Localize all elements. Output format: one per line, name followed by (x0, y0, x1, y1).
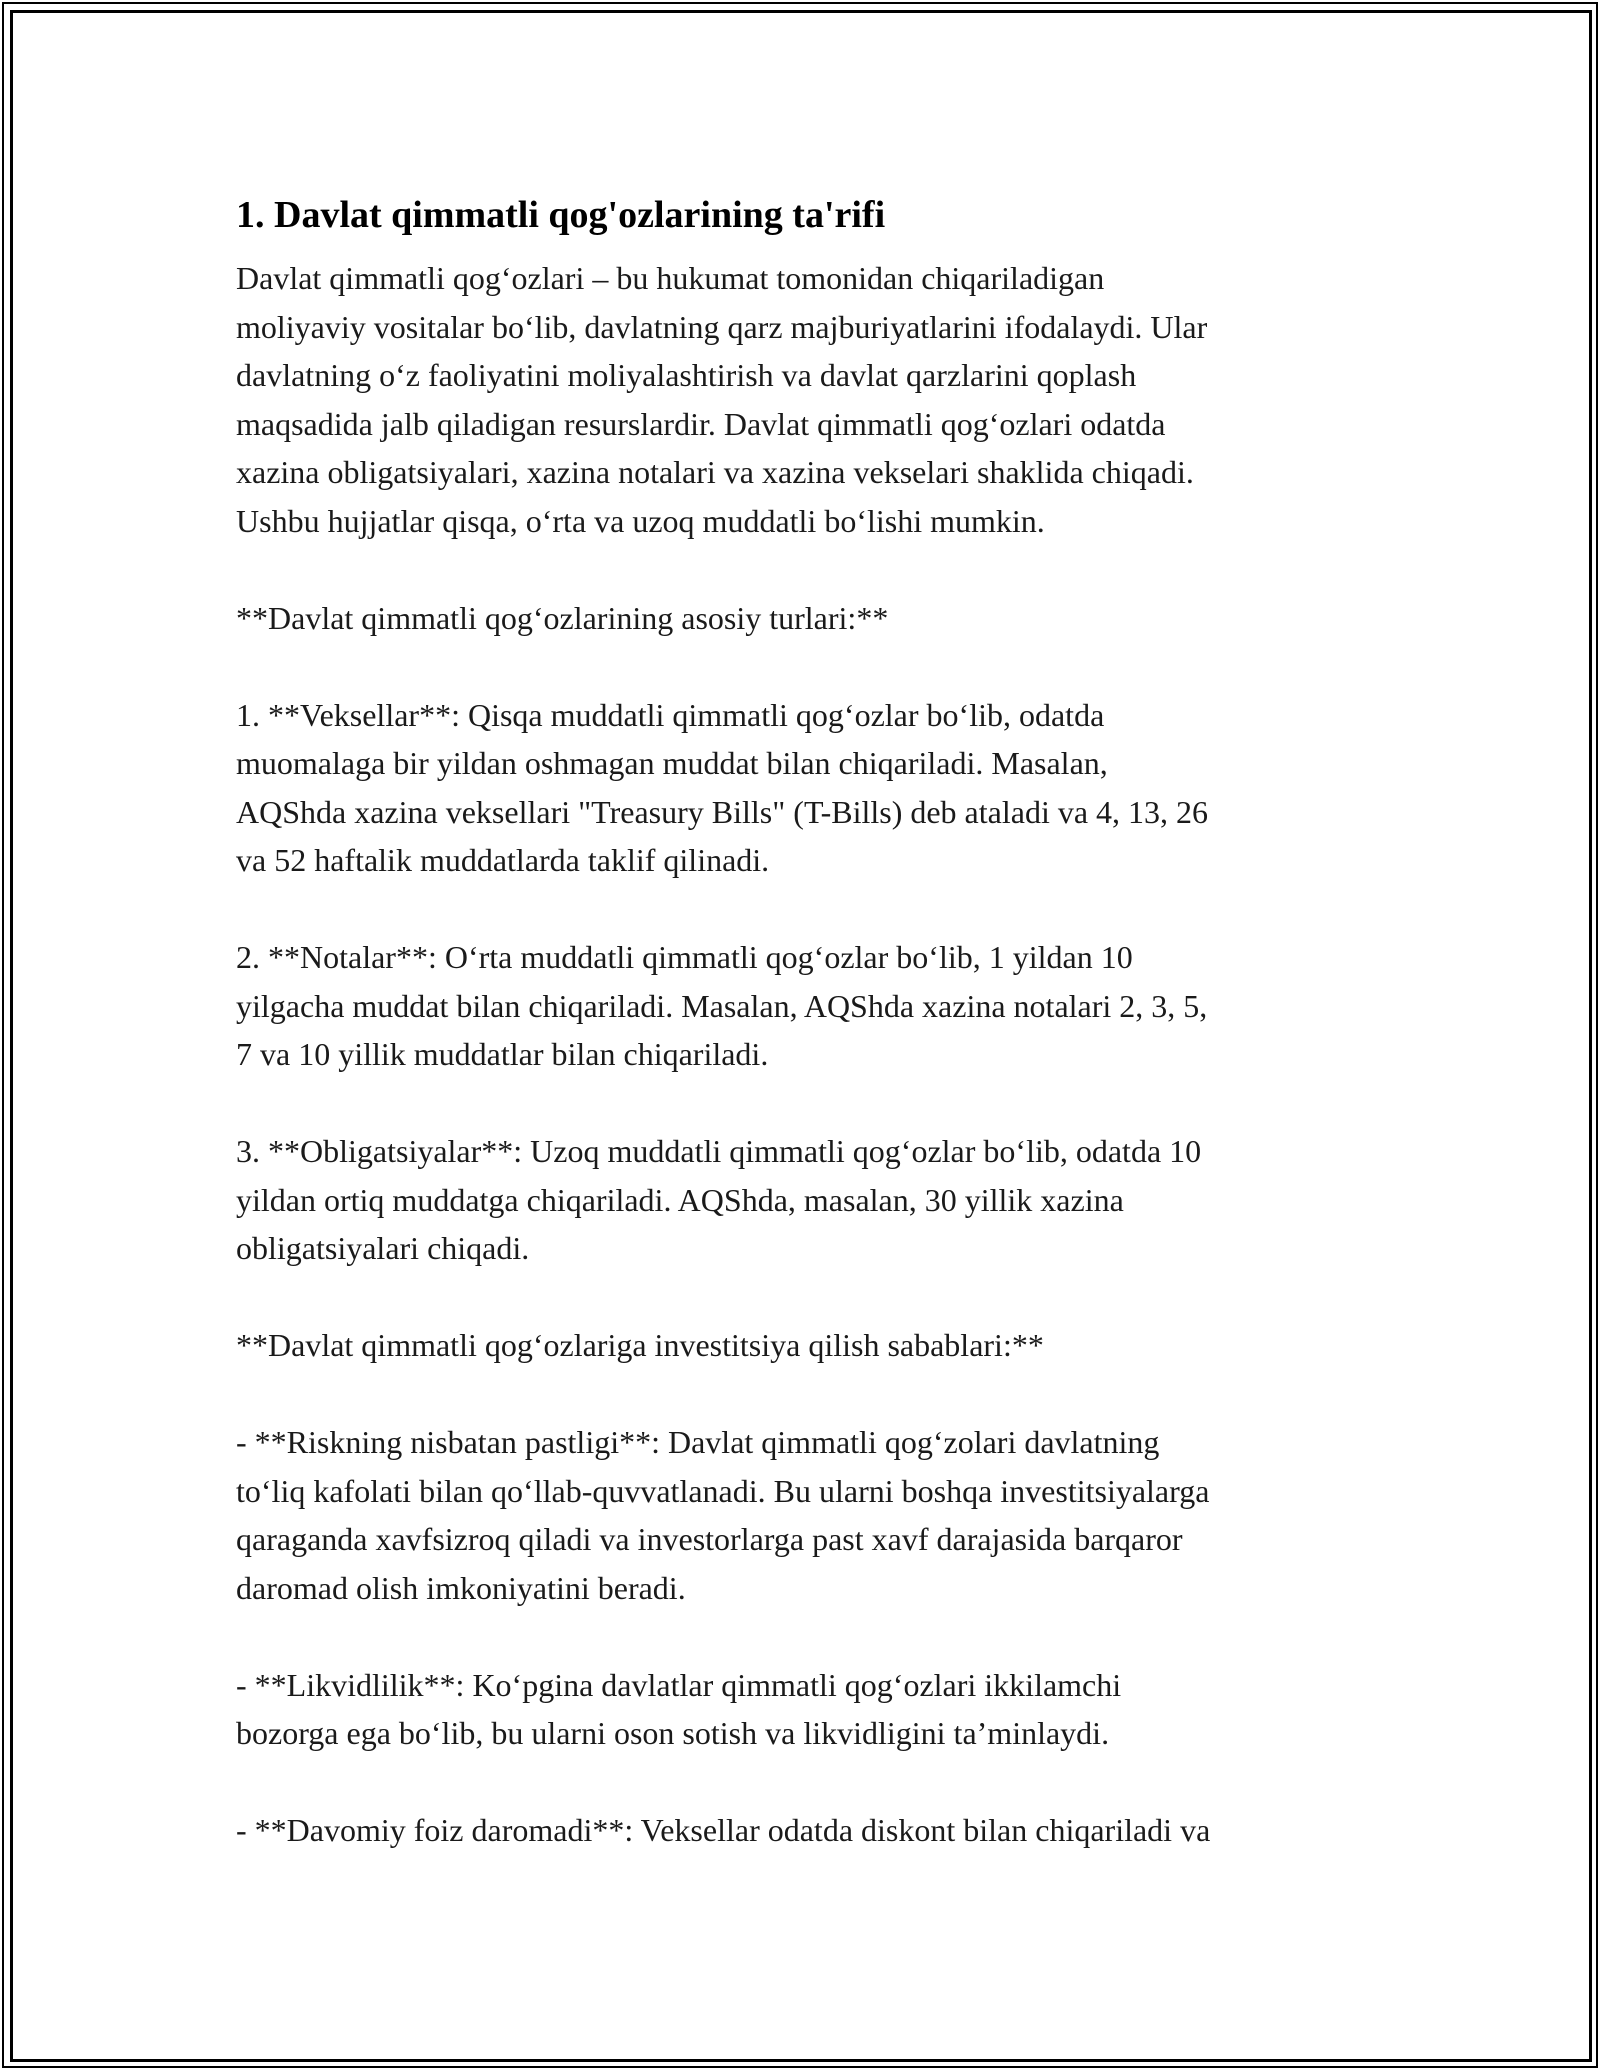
text-line: bozorga ega bo‘lib, bu ularni oson sotish va likvidligini ta’minlaydi. (236, 1715, 1110, 1751)
text-line: moliyaviy vositalar bo‘lib, davlatning qarz majburiyatlarini ifodalaydi. Ular (236, 308, 1208, 345)
text-line: - **Davomiy foiz daromadi**: Veksellar odatda diskont bilan chiqariladi va (236, 1812, 1211, 1848)
text-line: daromad olish imkoniyatini beradi. (236, 1569, 686, 1606)
text-line: to‘liq kafolati bilan qo‘llab-quvvatlanadi. Bu ularni boshqa investitsiyalarga (236, 1472, 1210, 1509)
text-line: 7 va 10 yillik muddatlar bilan chiqariladi. (236, 1036, 769, 1072)
paragraph-list (236, 254, 1376, 1855)
text-line: AQShda xazina veksellari "Treasury Bills" (T-Bills) deb ataladi va 4, 13, 26 (236, 793, 1209, 830)
text-line: muomalaga bir yildan oshmagan muddat bilan chiqariladi. Masalan, (236, 745, 1108, 781)
paragraph (236, 1321, 1376, 1370)
text-line: obligatsiyalari chiqadi. (236, 1230, 530, 1266)
text-line: va 52 haftalik muddatlarda taklif qilinadi. (236, 842, 770, 878)
text-line: qaraganda xavfsizroq qiladi va investorlarga past xavf darajasida barqaror (236, 1521, 1183, 1557)
text-line: 1. **Veksellar**: Qisqa muddatli qimmatli qog‘ozlar bo‘lib, odatda (236, 696, 1105, 733)
text-line: yildan ortiq muddatga chiqariladi. AQShda, masalan, 30 yillik xazina (236, 1181, 1124, 1218)
section-heading: 1. Davlat qimmatli qog'ozlarining ta'rifi (236, 194, 886, 236)
paragraph (236, 594, 1376, 643)
paragraph (236, 691, 1376, 885)
text-line: maqsadida jalb qiladigan resurslardir. Davlat qimmatli qog‘ozlari odatda (236, 405, 1166, 442)
document-body (236, 186, 1376, 1903)
text-line: 3. **Obligatsiyalar**: Uzoq muddatli qimmatli qog‘ozlar bo‘lib, odatda 10 (236, 1133, 1202, 1169)
paragraph (236, 254, 1376, 545)
text-line: yilgacha muddat bilan chiqariladi. Masalan, AQShda xazina notalari 2, 3, 5, (236, 987, 1208, 1024)
text-line: 2. **Notalar**: O‘rta muddatli qimmatli qog‘ozlar bo‘lib, 1 yildan 10 (236, 939, 1133, 975)
text-line: davlatning o‘z faoliyatini moliyalashtirish va davlat qarzlarini qoplash (236, 357, 1137, 393)
paragraph (236, 1418, 1376, 1612)
text-line: **Davlat qimmatli qog‘ozlarining asosiy turlari:** (236, 599, 889, 636)
text-line: Davlat qimmatli qog‘ozlari – bu hukumat tomonidan chiqariladigan (236, 260, 1105, 296)
paragraph (236, 1806, 1376, 1855)
text-line: - **Riskning nisbatan pastligi**: Davlat qimmatli qog‘zolari davlatning (236, 1424, 1160, 1460)
paragraph (236, 1661, 1376, 1758)
text-line: - **Likvidlilik**: Ko‘pgina davlatlar qimmatli qog‘ozlari ikkilamchi (236, 1666, 1122, 1703)
text-line: **Davlat qimmatli qog‘ozlariga investitsiya qilish sabablari:** (236, 1327, 1044, 1363)
paragraph (236, 1127, 1376, 1273)
text-line: Ushbu hujjatlar qisqa, o‘rta va uzoq muddatli bo‘lishi mumkin. (236, 502, 1045, 539)
text-line: xazina obligatsiyalari, xazina notalari va xazina vekselari shaklida chiqadi. (236, 454, 1194, 490)
paragraph (236, 933, 1376, 1079)
